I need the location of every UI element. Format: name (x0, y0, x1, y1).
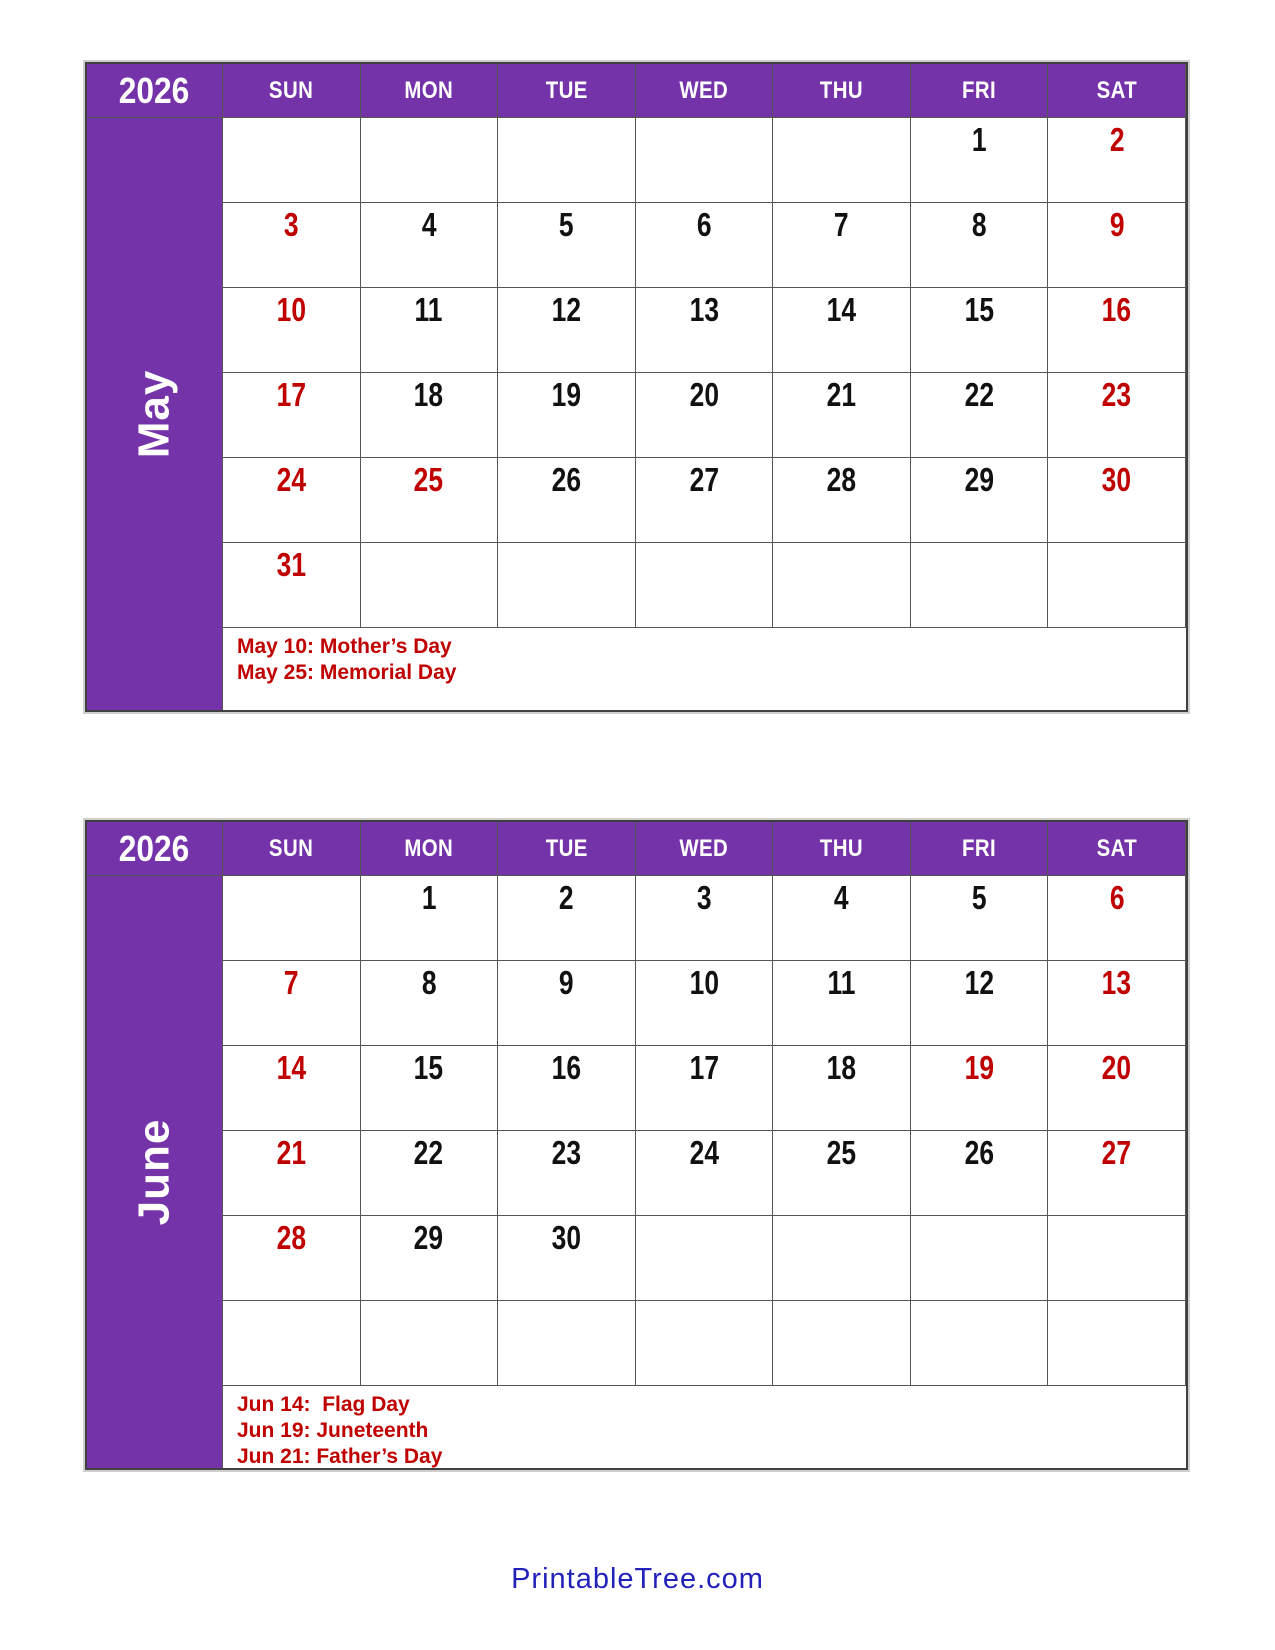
day-cell-8 (911, 203, 1049, 288)
day-number: 27 (689, 461, 719, 498)
day-cell-14 (223, 1046, 361, 1131)
day-number: 12 (964, 964, 994, 1001)
day-cell-27 (636, 458, 774, 543)
day-header-thu (773, 64, 911, 118)
day-cell-19 (498, 373, 636, 458)
day-cell-3 (636, 876, 774, 961)
year-cell (87, 64, 223, 118)
day-number: 24 (276, 461, 306, 498)
day-header-label: TUE (545, 76, 588, 104)
day-number: 29 (964, 461, 994, 498)
day-number: 9 (559, 964, 574, 1001)
holiday-line: May 10: Mother’s Day (237, 635, 452, 658)
month-label: June (129, 1118, 179, 1226)
day-number: 30 (551, 1219, 582, 1256)
day-cell-26 (911, 1131, 1049, 1216)
day-number: 2 (559, 879, 574, 916)
month-label: May (129, 369, 179, 459)
day-number: 14 (826, 291, 857, 328)
day-cell-11 (773, 961, 911, 1046)
day-header-label: THU (819, 834, 864, 862)
year-label: 2026 (119, 827, 190, 869)
day-number: 31 (276, 546, 306, 583)
day-number: 22 (964, 376, 994, 413)
holiday-line: Jun 19: Juneteenth (237, 1419, 429, 1442)
day-cell-empty (773, 1301, 911, 1386)
day-header-tue (498, 64, 636, 118)
day-cell-25 (773, 1131, 911, 1216)
day-header-label: SUN (269, 834, 314, 862)
day-number: 3 (283, 206, 299, 243)
day-cell-22 (911, 373, 1049, 458)
day-cell-empty (773, 543, 911, 628)
day-header-label: THU (819, 76, 864, 104)
day-cell-17 (636, 1046, 774, 1131)
holiday-line: Jun 14: Flag Day (237, 1393, 410, 1416)
day-cell-10 (636, 961, 774, 1046)
day-cell-31 (223, 543, 361, 628)
day-cell-empty (498, 543, 636, 628)
day-number: 26 (551, 461, 582, 498)
day-cell-empty (361, 118, 499, 203)
day-cell-6 (1048, 876, 1186, 961)
day-header-sun (223, 822, 361, 876)
day-cell-13 (1048, 961, 1186, 1046)
day-header-label: MON (404, 76, 454, 104)
day-number: 13 (689, 291, 719, 328)
day-header-label: WED (679, 834, 729, 862)
day-cell-20 (636, 373, 774, 458)
day-number: 11 (827, 964, 856, 1001)
day-number: 25 (826, 1134, 857, 1171)
day-cell-empty (223, 876, 361, 961)
day-header-label: WED (679, 76, 729, 104)
day-header-label: SAT (1096, 76, 1137, 104)
day-cell-empty (636, 1301, 774, 1386)
day-header-label: SAT (1096, 834, 1137, 862)
day-number: 7 (283, 964, 299, 1001)
holiday-cell (223, 628, 1186, 710)
calendar-june (85, 820, 1188, 1470)
day-cell-29 (361, 1216, 499, 1301)
day-header-fri (911, 64, 1049, 118)
day-number: 7 (834, 206, 849, 243)
day-number: 28 (826, 461, 857, 498)
day-cell-30 (498, 1216, 636, 1301)
day-number: 28 (276, 1219, 306, 1256)
day-cell-14 (773, 288, 911, 373)
day-number: 1 (421, 879, 437, 916)
day-cell-26 (498, 458, 636, 543)
holiday-cell (223, 1386, 1186, 1468)
day-cell-18 (773, 1046, 911, 1131)
day-cell-25 (361, 458, 499, 543)
day-header-sun (223, 64, 361, 118)
day-number: 5 (971, 879, 987, 916)
day-number: 15 (414, 1049, 444, 1086)
day-number: 20 (1102, 1049, 1132, 1086)
day-header-sat (1048, 64, 1186, 118)
day-header-label: FRI (962, 834, 997, 862)
day-number: 6 (1109, 879, 1125, 916)
day-number: 25 (414, 461, 444, 498)
footer-link[interactable]: PrintableTree.com (511, 1563, 764, 1595)
day-number: 10 (689, 964, 719, 1001)
day-cell-empty (773, 118, 911, 203)
day-cell-20 (1048, 1046, 1186, 1131)
day-cell-19 (911, 1046, 1049, 1131)
day-cell-10 (223, 288, 361, 373)
footer (0, 1563, 1275, 1596)
day-cell-12 (498, 288, 636, 373)
day-cell-16 (1048, 288, 1186, 373)
day-cell-29 (911, 458, 1049, 543)
day-number: 17 (689, 1049, 719, 1086)
day-number: 2 (1109, 121, 1125, 158)
day-cell-empty (361, 1301, 499, 1386)
day-cell-empty (911, 1216, 1049, 1301)
day-number: 27 (1102, 1134, 1132, 1171)
day-number: 19 (964, 1049, 994, 1086)
day-number: 4 (834, 879, 849, 916)
day-cell-15 (361, 1046, 499, 1131)
day-cell-empty (1048, 1216, 1186, 1301)
day-number: 30 (1102, 461, 1132, 498)
holiday-line: Jun 21: Father’s Day (237, 1445, 443, 1468)
day-cell-30 (1048, 458, 1186, 543)
day-number: 24 (689, 1134, 719, 1171)
day-cell-9 (498, 961, 636, 1046)
day-number: 22 (414, 1134, 444, 1171)
day-cell-empty (498, 1301, 636, 1386)
day-number: 15 (964, 291, 994, 328)
day-cell-28 (223, 1216, 361, 1301)
day-number: 18 (826, 1049, 857, 1086)
year-cell (87, 822, 223, 876)
day-cell-empty (911, 543, 1049, 628)
day-number: 21 (276, 1134, 306, 1171)
day-cell-27 (1048, 1131, 1186, 1216)
holiday-line: May 25: Memorial Day (237, 661, 457, 684)
day-cell-1 (911, 118, 1049, 203)
day-cell-17 (223, 373, 361, 458)
day-cell-empty (636, 543, 774, 628)
day-cell-6 (636, 203, 774, 288)
day-cell-28 (773, 458, 911, 543)
day-cell-4 (361, 203, 499, 288)
day-cell-2 (1048, 118, 1186, 203)
day-cell-empty (911, 1301, 1049, 1386)
day-cell-7 (773, 203, 911, 288)
day-number: 11 (414, 291, 443, 328)
day-cell-empty (1048, 1301, 1186, 1386)
day-cell-23 (1048, 373, 1186, 458)
day-cell-1 (361, 876, 499, 961)
day-cell-9 (1048, 203, 1186, 288)
day-number: 14 (276, 1049, 306, 1086)
day-cell-11 (361, 288, 499, 373)
day-cell-7 (223, 961, 361, 1046)
day-header-label: SUN (269, 76, 314, 104)
day-number: 1 (971, 121, 987, 158)
day-cell-8 (361, 961, 499, 1046)
day-number: 4 (421, 206, 437, 243)
day-number: 13 (1102, 964, 1132, 1001)
day-number: 8 (421, 964, 437, 1001)
day-header-tue (498, 822, 636, 876)
day-number: 23 (551, 1134, 582, 1171)
day-cell-empty (636, 1216, 774, 1301)
year-label: 2026 (119, 69, 190, 111)
day-header-fri (911, 822, 1049, 876)
day-cell-5 (911, 876, 1049, 961)
month-sidebar (87, 118, 223, 710)
day-header-label: FRI (962, 76, 997, 104)
day-cell-15 (911, 288, 1049, 373)
day-header-label: TUE (545, 834, 588, 862)
day-cell-empty (498, 118, 636, 203)
day-cell-22 (361, 1131, 499, 1216)
day-cell-empty (223, 118, 361, 203)
day-cell-24 (636, 1131, 774, 1216)
day-cell-21 (223, 1131, 361, 1216)
day-number: 16 (1102, 291, 1132, 328)
day-cell-empty (1048, 543, 1186, 628)
day-header-thu (773, 822, 911, 876)
day-number: 26 (964, 1134, 994, 1171)
day-number: 23 (1102, 376, 1132, 413)
day-cell-21 (773, 373, 911, 458)
day-cell-18 (361, 373, 499, 458)
day-cell-3 (223, 203, 361, 288)
day-cell-empty (223, 1301, 361, 1386)
day-number: 9 (1109, 206, 1125, 243)
day-number: 8 (971, 206, 987, 243)
day-number: 18 (414, 376, 444, 413)
day-cell-4 (773, 876, 911, 961)
day-cell-empty (773, 1216, 911, 1301)
day-number: 20 (689, 376, 719, 413)
day-header-wed (636, 64, 774, 118)
day-cell-empty (636, 118, 774, 203)
day-number: 10 (276, 291, 306, 328)
day-cell-12 (911, 961, 1049, 1046)
day-number: 17 (276, 376, 306, 413)
day-header-mon (361, 64, 499, 118)
day-header-label: MON (404, 834, 454, 862)
day-cell-24 (223, 458, 361, 543)
day-cell-5 (498, 203, 636, 288)
day-cell-16 (498, 1046, 636, 1131)
day-cell-2 (498, 876, 636, 961)
day-number: 6 (696, 206, 712, 243)
day-number: 29 (414, 1219, 444, 1256)
day-number: 19 (551, 376, 582, 413)
day-header-sat (1048, 822, 1186, 876)
day-header-mon (361, 822, 499, 876)
day-number: 16 (551, 1049, 582, 1086)
day-cell-empty (361, 543, 499, 628)
day-cell-13 (636, 288, 774, 373)
calendar-may (85, 62, 1188, 712)
day-number: 3 (696, 879, 712, 916)
day-cell-23 (498, 1131, 636, 1216)
day-number: 21 (826, 376, 857, 413)
day-number: 12 (551, 291, 582, 328)
month-sidebar (87, 876, 223, 1468)
day-header-wed (636, 822, 774, 876)
day-number: 5 (559, 206, 574, 243)
